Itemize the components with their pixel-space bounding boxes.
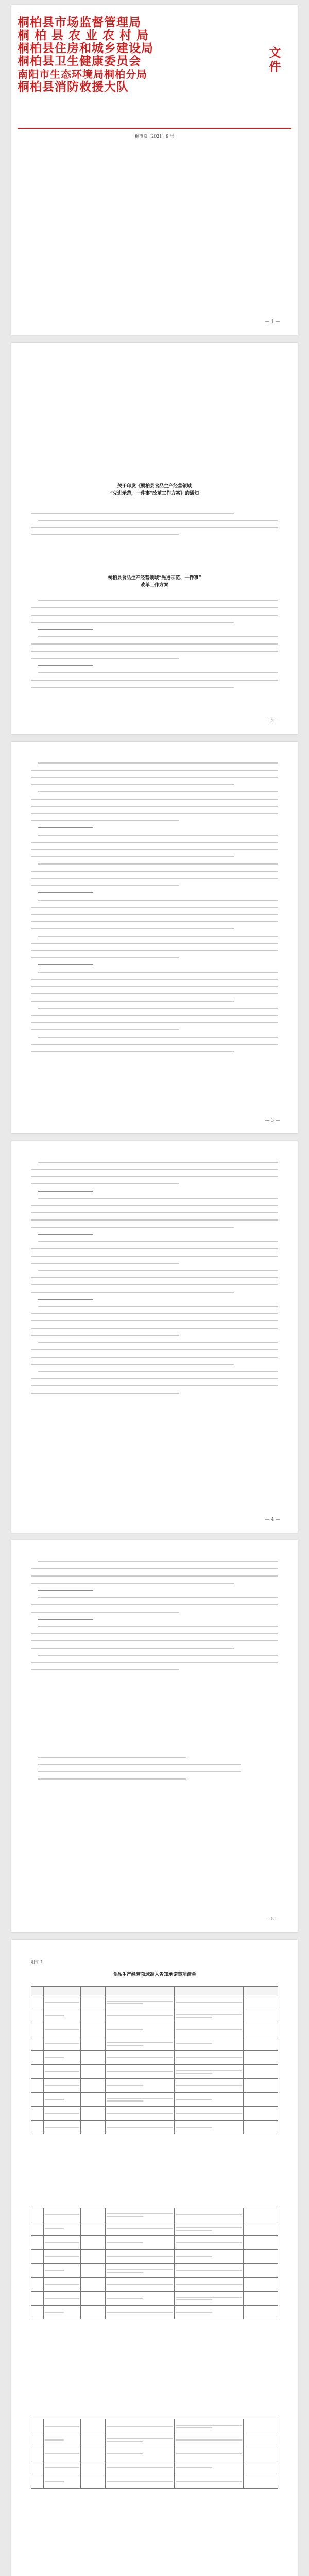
table-row	[31, 2264, 278, 2278]
table-row	[31, 2222, 278, 2236]
page-3	[11, 742, 298, 1133]
table-row	[31, 2051, 278, 2065]
table-row	[31, 2433, 278, 2447]
table-row	[31, 1995, 278, 2009]
table-row	[31, 2250, 278, 2264]
agency-line: 桐 柏 县 农 业 农 村 局	[18, 29, 149, 42]
table-row	[31, 2208, 278, 2222]
page-4	[11, 1141, 298, 1533]
page-2	[11, 343, 298, 734]
table-row	[31, 2306, 278, 2319]
page-number: — 1 —	[265, 319, 280, 325]
agency-line: 南阳市生态环境局桐柏分局	[18, 68, 147, 80]
table-row	[31, 2419, 278, 2433]
plan-title	[42, 574, 267, 589]
table-row	[31, 2023, 278, 2037]
page-number: — 4 —	[265, 1517, 280, 1522]
plan-intro	[31, 600, 278, 694]
agency-line: 桐柏县卫生健康委员会	[18, 55, 141, 68]
table-row	[31, 2093, 278, 2107]
table-row	[31, 2009, 278, 2023]
plan-body	[31, 1561, 278, 1676]
table-row	[31, 2079, 278, 2093]
page-6	[11, 1940, 298, 2576]
table-row	[31, 2107, 278, 2121]
page-number: — 3 —	[265, 1118, 280, 1123]
plan-body	[31, 1162, 278, 1400]
table-row	[31, 2475, 278, 2489]
table-row	[31, 2278, 278, 2292]
table-row	[31, 2121, 278, 2134]
table-row	[31, 2065, 278, 2079]
table-row	[31, 2037, 278, 2051]
notice-title-line: “先进示范，一件事”改革工作方案》的通知	[110, 491, 199, 496]
plan-title-line: 桐柏县食品生产经营领域“先进示范、一件事”	[108, 575, 201, 581]
table-row	[31, 2292, 278, 2306]
table-row	[31, 2461, 278, 2475]
issuing-agencies	[18, 16, 260, 94]
table-header-row	[31, 1987, 278, 1995]
notice-title	[42, 483, 267, 497]
red-divider	[18, 128, 291, 129]
attachment-list	[31, 1757, 278, 1786]
table-row	[31, 2236, 278, 2250]
plan-body	[31, 762, 278, 1058]
annex-title: 食品生产经营领域准入告知承诺事项清单	[112, 1972, 196, 1977]
agency-line: 桐柏县消防救援大队	[18, 80, 129, 94]
page-1	[11, 5, 298, 335]
agency-line: 桐柏县市场监督管理局	[18, 16, 141, 29]
page-number: — 5 —	[265, 1917, 280, 1922]
table-row	[31, 2447, 278, 2461]
page-number: — 2 —	[265, 719, 280, 724]
annex-label: 附件 1	[31, 1960, 43, 1964]
document-suffix: 文件	[269, 46, 281, 74]
page-5	[11, 1540, 298, 1932]
agency-line: 桐柏县住房和城乡建设局	[18, 42, 153, 55]
document-number: 桐市监〔2021〕9 号	[135, 134, 174, 139]
annex-table-continued	[31, 2208, 278, 2319]
plan-title-line: 改革工作方案	[140, 583, 168, 588]
annex-table-continued	[31, 2419, 278, 2489]
notice-title-line: 关于印发《桐柏县食品生产经营领域	[117, 484, 192, 489]
notice-body	[31, 513, 278, 541]
annex-table	[31, 1986, 278, 2134]
